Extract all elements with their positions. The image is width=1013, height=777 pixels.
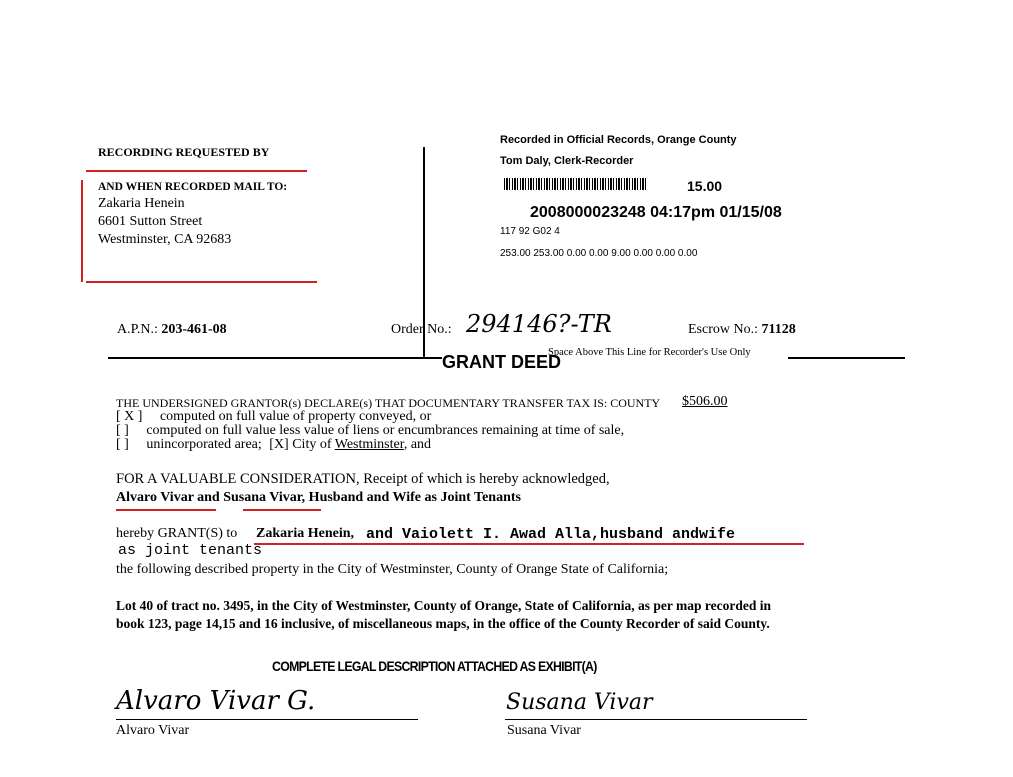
grantors: Alvaro Vivar and Susana Vivar, Husband and Wife as Joint Tenants <box>116 490 521 505</box>
rule-right <box>788 357 905 359</box>
option1-checkbox: [ X ] <box>116 409 143 424</box>
recorder-line1: Recorded in Official Records, Orange County <box>500 134 737 146</box>
recording-requested-label: RECORDING REQUESTED BY <box>98 145 270 159</box>
recorder-code: 117 92 G02 4 <box>500 226 560 237</box>
option3-text: unincorporated area; <box>146 437 262 452</box>
red-underline <box>86 170 307 172</box>
escrow-row <box>688 322 796 338</box>
recorder-doc-number: 2008000023248 04:17pm 01/15/08 <box>530 204 782 221</box>
signature-line-1 <box>116 719 418 720</box>
option3-checkbox: [ ] <box>116 437 129 452</box>
mail-to-street: 6601 Sutton Street <box>98 214 203 229</box>
grant-prefix: hereby GRANT(S) to <box>116 526 238 541</box>
consideration-text: FOR A VALUABLE CONSIDERATION, Receipt of which is hereby acknowledged, <box>116 471 610 487</box>
red-underline-grantor2 <box>243 509 321 511</box>
grantee-added-line2: as joint tenants <box>118 542 263 559</box>
red-underline-grantor1 <box>116 509 216 511</box>
rule-left <box>108 357 442 359</box>
city-checkbox: [X] <box>269 437 289 452</box>
recorder-amounts: 253.00 253.00 0.00 0.00 9.00 0.00 0.00 0.00 <box>500 248 698 259</box>
mail-to-name: Zakaria Henein <box>98 196 185 211</box>
barcode <box>504 178 648 190</box>
option2-checkbox: [ ] <box>116 423 129 438</box>
signature-susana: Susana Vivar <box>506 690 653 715</box>
signer-name-1: Alvaro Vivar <box>116 723 190 738</box>
document-title: GRANT DEED <box>442 352 562 372</box>
order-value-handwritten: 294146?-TR <box>466 310 612 338</box>
grantee-added: and Vaiolett I. Awad Alla,husband andwife <box>366 526 736 543</box>
red-bracket-left <box>81 180 83 282</box>
apn-label: A.P.N.: <box>117 322 158 337</box>
tax-declaration: THE UNDERSIGNED GRANTOR(s) DECLARE(s) THAT DOCUMENTARY TRANSFER TAX IS: COUNTY <box>116 396 661 410</box>
city-label: City of <box>292 437 332 452</box>
red-underline-grantee <box>254 543 804 545</box>
tax-amount: $506.00 <box>682 394 728 409</box>
signature-line-2 <box>505 719 807 720</box>
space-above-note: Space Above This Line for Recorder's Use Only <box>548 347 751 358</box>
recorder-fee: 15.00 <box>687 178 723 194</box>
option2-text: computed on full value less value of liens or encumbrances remaining at time of sale, <box>146 423 625 438</box>
property-line: the following described property in the City of Westminster, County of Orange State of California; <box>116 562 669 577</box>
exhibit-note: COMPLETE LEGAL DESCRIPTION ATTACHED AS EXHIBIT(A) <box>272 658 597 674</box>
apn-value: 203-461-08 <box>161 322 227 337</box>
legal-line2: book 123, page 14,15 and 16 inclusive, of miscellaneous maps, in the office of the County Recorder of said County. <box>116 616 770 631</box>
order-label: Order No.: <box>391 322 452 337</box>
legal-line1: Lot 40 of tract no. 3495, in the City of Westminster, County of Orange, State of California, as per map recorded in <box>116 598 771 613</box>
red-bracket-bottom <box>86 281 317 283</box>
escrow-label: Escrow No.: <box>688 322 758 337</box>
recorder-line2: Tom Daly, Clerk-Recorder <box>500 155 634 167</box>
signer-name-2: Susana Vivar <box>507 723 581 738</box>
city-value: Westminster <box>334 437 404 452</box>
option1-text: computed on full value of property conveyed, or <box>159 409 432 424</box>
apn-row <box>117 322 227 338</box>
mail-to-city: Westminster, CA 92683 <box>98 232 232 247</box>
signature-alvaro: Alvaro Vivar G. <box>116 686 316 716</box>
grantee-typed: Zakaria Henein, <box>256 526 355 541</box>
mail-to-label: AND WHEN RECORDED MAIL TO: <box>98 181 288 193</box>
escrow-value: 71128 <box>761 322 796 337</box>
city-end: , and <box>403 437 432 452</box>
tax-option-3 <box>116 437 431 453</box>
